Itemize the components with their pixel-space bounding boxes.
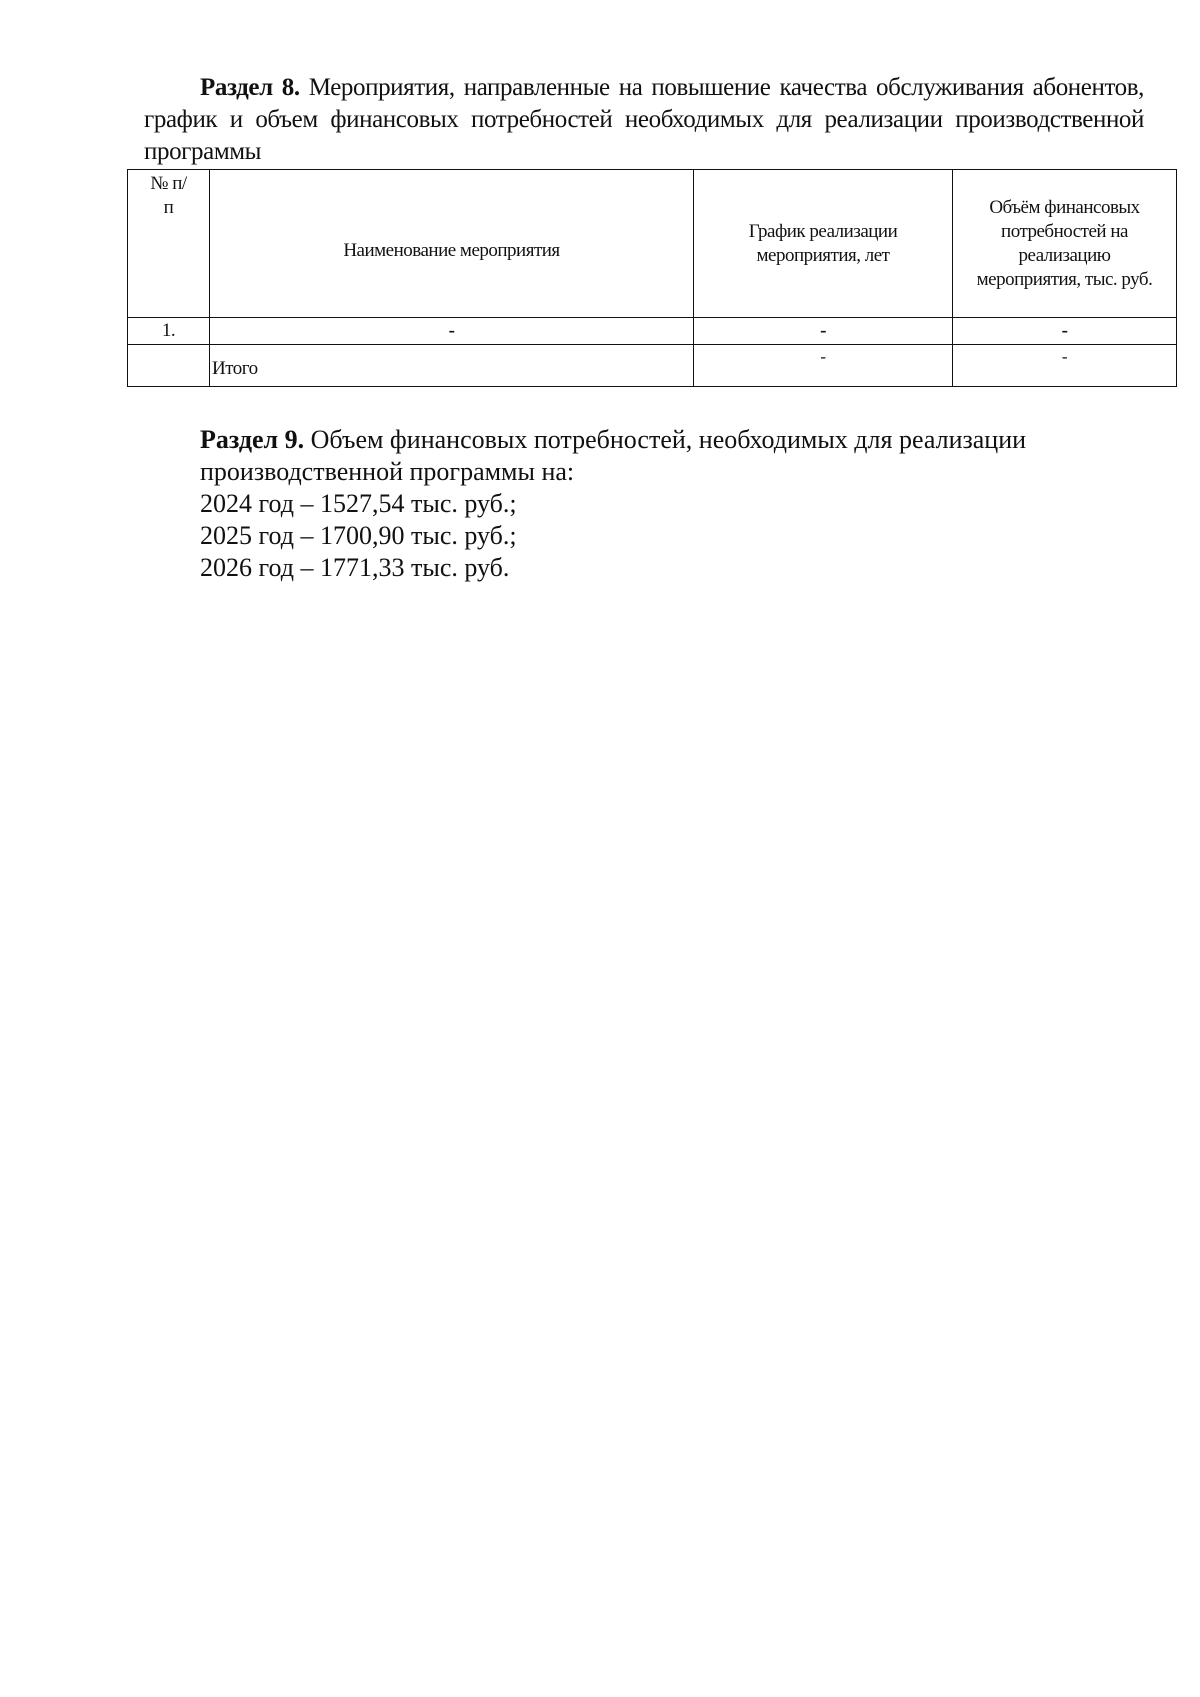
section-9-heading — [127, 424, 1177, 488]
total-num-empty — [128, 345, 210, 387]
table-header-row — [128, 170, 1177, 318]
table-row — [128, 318, 1177, 345]
measures-table — [127, 169, 1177, 387]
section-9 — [127, 424, 1177, 584]
row-name: - — [210, 318, 694, 345]
section-8-label: Раздел 8. — [200, 74, 300, 101]
section-8-heading — [144, 72, 1144, 168]
header-num: № п/п — [128, 170, 210, 318]
header-name: Наименование мероприятия — [210, 170, 694, 318]
section-9-label: Раздел 9. — [200, 425, 305, 454]
year-line-2024: 2024 год – 1527,54 тыс. руб.; — [200, 489, 517, 518]
row-volume: - — [953, 318, 1177, 345]
year-line-2026: 2026 год – 1771,33 тыс. руб. — [200, 553, 510, 582]
header-schedule: График реализации мероприятия, лет — [694, 170, 953, 318]
total-volume: - — [953, 345, 1177, 387]
section-9-text: Объем финансовых потребностей, необходимых для реализации производственной программы на: — [200, 425, 1027, 486]
total-label: Итого — [210, 345, 694, 387]
total-schedule: - — [694, 345, 953, 387]
year-line-2025: 2025 год – 1700,90 тыс. руб.; — [200, 521, 517, 550]
section-8-text: Мероприятия, направленные на повышение качества обслуживания абонентов, график и объем финансовых потребностей необходимых для реализации производственной программы — [144, 74, 1144, 165]
row-num: 1. — [128, 318, 210, 345]
table-total-row — [128, 345, 1177, 387]
header-volume: Объём финансовых потребностей на реализацию мероприятия, тыс. руб. — [953, 170, 1177, 318]
row-schedule: - — [694, 318, 953, 345]
